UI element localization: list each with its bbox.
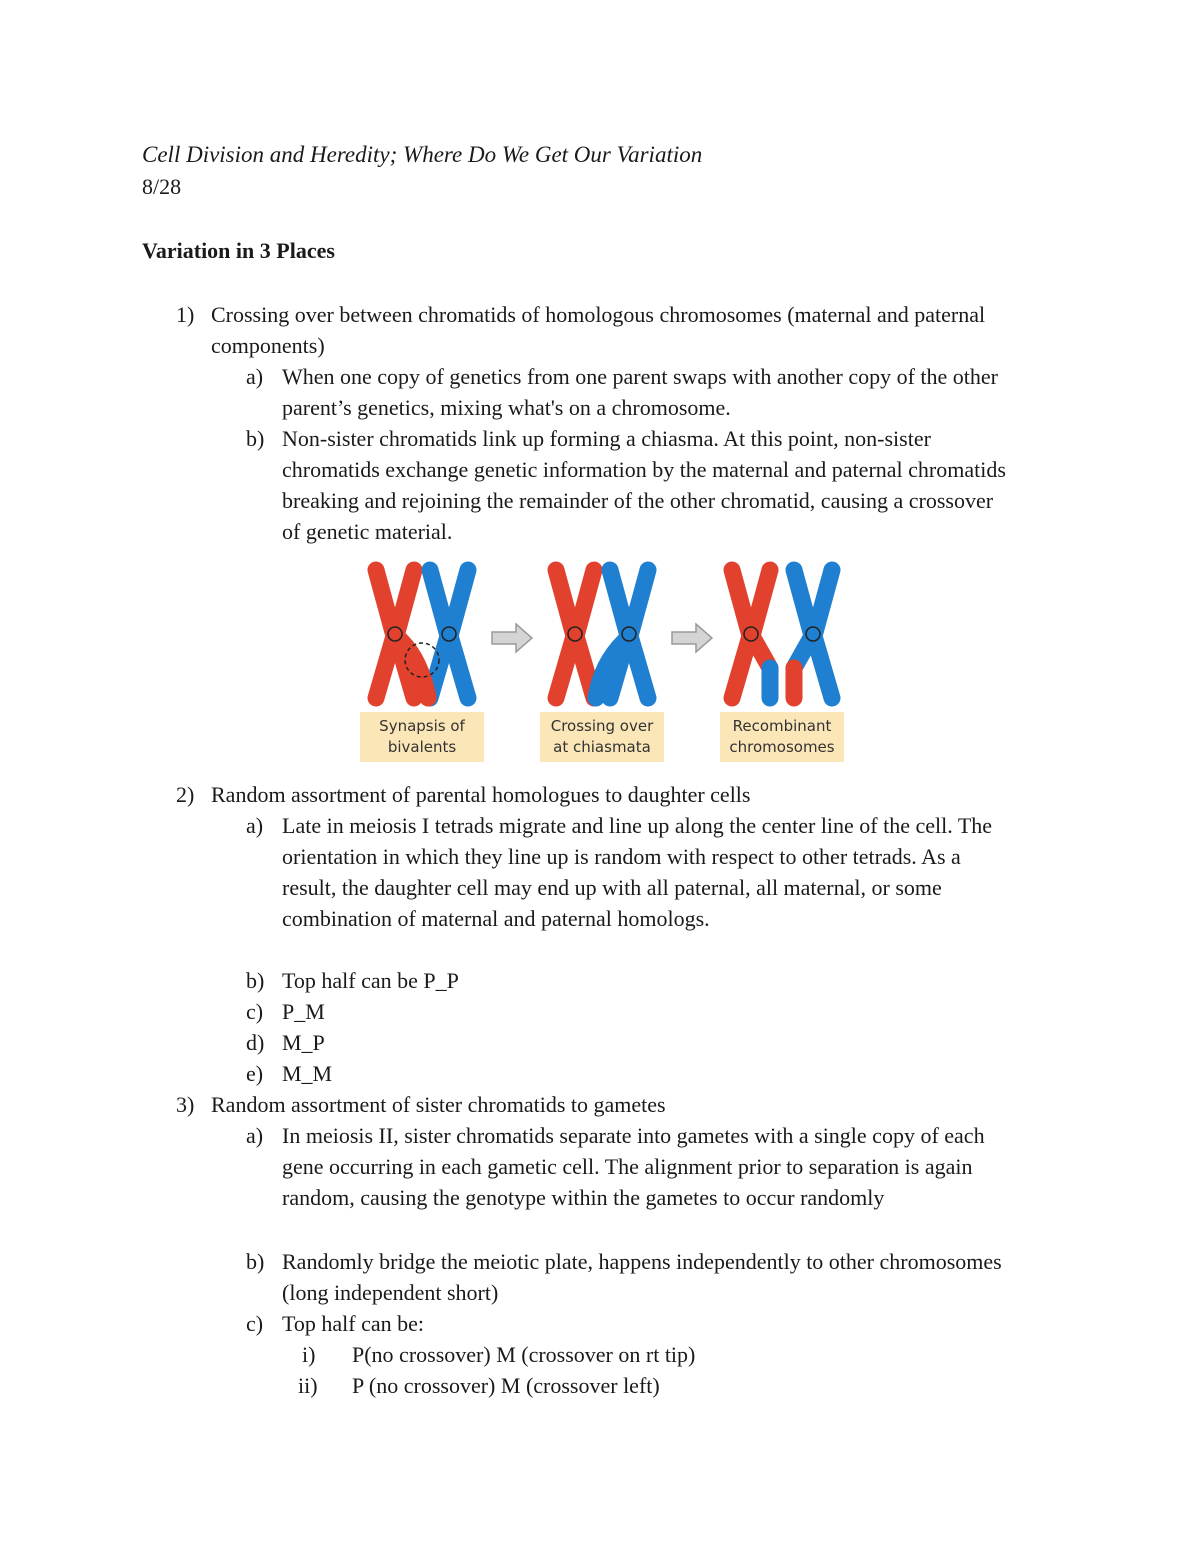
arrow-right-icon xyxy=(672,624,712,652)
centromere-icon xyxy=(388,627,402,641)
item-2a-line: Late in meiosis I tetrads migrate and line up along the center line of the cell. The xyxy=(282,813,993,838)
item-3a-line: random, causing the genotype within the gametes to occur randomly xyxy=(282,1185,885,1210)
centromere-icon xyxy=(744,627,758,641)
caption-line: Recombinant xyxy=(732,717,832,735)
item-2-marker: 2) xyxy=(176,782,195,807)
item-3a-line: In meiosis II, sister chromatids separate into gametes with a single copy of each xyxy=(282,1123,985,1148)
centromere-icon xyxy=(442,627,456,641)
item-3c-ii-line: P (no crossover) M (crossover left) xyxy=(352,1373,660,1398)
document-date: 8/28 xyxy=(142,174,182,199)
caption-line: bivalents xyxy=(387,738,457,756)
arrow-right-icon xyxy=(492,624,532,652)
item-1b-line: Non-sister chromatids link up forming a chiasma. At this point, non-sister xyxy=(282,426,931,451)
caption-synapsis xyxy=(360,712,484,762)
item-3c-i-marker: i) xyxy=(302,1342,316,1367)
item-1b-line: of genetic material. xyxy=(282,519,453,544)
item-3-line: Random assortment of sister chromatids to gametes xyxy=(211,1092,666,1117)
caption-line: Crossing over xyxy=(550,717,654,735)
item-3b-marker: b) xyxy=(246,1249,265,1274)
item-3c-ii-marker: ii) xyxy=(298,1373,318,1398)
item-2b-line: Top half can be P_P xyxy=(282,968,459,993)
item-2-line: Random assortment of parental homologues to daughter cells xyxy=(211,782,751,807)
item-2c-line: P_M xyxy=(282,999,325,1024)
item-1b-line: chromatids exchange genetic information by the maternal and paternal chromatids xyxy=(282,457,1006,482)
item-3c-marker: c) xyxy=(246,1311,264,1336)
item-1-marker: 1) xyxy=(176,302,195,327)
item-1a-line: When one copy of genetics from one parent swaps with another copy of the other xyxy=(282,364,998,389)
crossing-over-figure xyxy=(356,560,848,766)
item-3a-line: gene occurring in each gametic cell. The alignment prior to separation is again xyxy=(282,1154,973,1179)
centromere-icon xyxy=(622,627,636,641)
chromosome-diagram xyxy=(356,560,848,710)
item-2e-line: M_M xyxy=(282,1061,333,1086)
centromere-icon xyxy=(806,627,820,641)
item-2a-line: combination of maternal and paternal homologs. xyxy=(282,906,710,931)
item-2d-line: M_P xyxy=(282,1030,325,1055)
centromere-icon xyxy=(568,627,582,641)
item-3c-i-line: P(no crossover) M (crossover on rt tip) xyxy=(352,1342,696,1367)
item-1-line: Crossing over between chromatids of homologous chromosomes (maternal and paternal xyxy=(211,302,986,327)
section-heading: Variation in 3 Places xyxy=(142,238,335,263)
caption-crossing-over xyxy=(540,712,664,762)
item-3b-line: (long independent short) xyxy=(282,1280,499,1305)
item-3b-line: Randomly bridge the meiotic plate, happens independently to other chromosomes xyxy=(282,1249,1002,1274)
item-1-line: components) xyxy=(211,333,325,358)
caption-line: chromosomes xyxy=(729,738,835,756)
caption-recombinant xyxy=(720,712,844,762)
item-1b-marker: b) xyxy=(246,426,265,451)
item-2e-marker: e) xyxy=(246,1061,264,1086)
item-2a-line: result, the daughter cell may end up with all paternal, all maternal, or some xyxy=(282,875,942,900)
item-1a-marker: a) xyxy=(246,364,264,389)
item-2c-marker: c) xyxy=(246,999,264,1024)
document-title: Cell Division and Heredity; Where Do We Get Our Variation xyxy=(142,142,703,167)
item-2d-marker: d) xyxy=(246,1030,265,1055)
item-2a-line: orientation in which they line up is random with respect to other tetrads. As a xyxy=(282,844,961,869)
item-2b-marker: b) xyxy=(246,968,265,993)
caption-line: Synapsis of xyxy=(379,717,465,735)
item-3c-line: Top half can be: xyxy=(282,1311,425,1336)
item-3-marker: 3) xyxy=(176,1092,195,1117)
caption-line: at chiasmata xyxy=(553,738,651,756)
item-1b-line: breaking and rejoining the remainder of the other chromatid, causing a crossover xyxy=(282,488,994,513)
item-2a-marker: a) xyxy=(246,813,264,838)
item-3a-marker: a) xyxy=(246,1123,264,1148)
item-1a-line: parent’s genetics, mixing what's on a chromosome. xyxy=(282,395,731,420)
